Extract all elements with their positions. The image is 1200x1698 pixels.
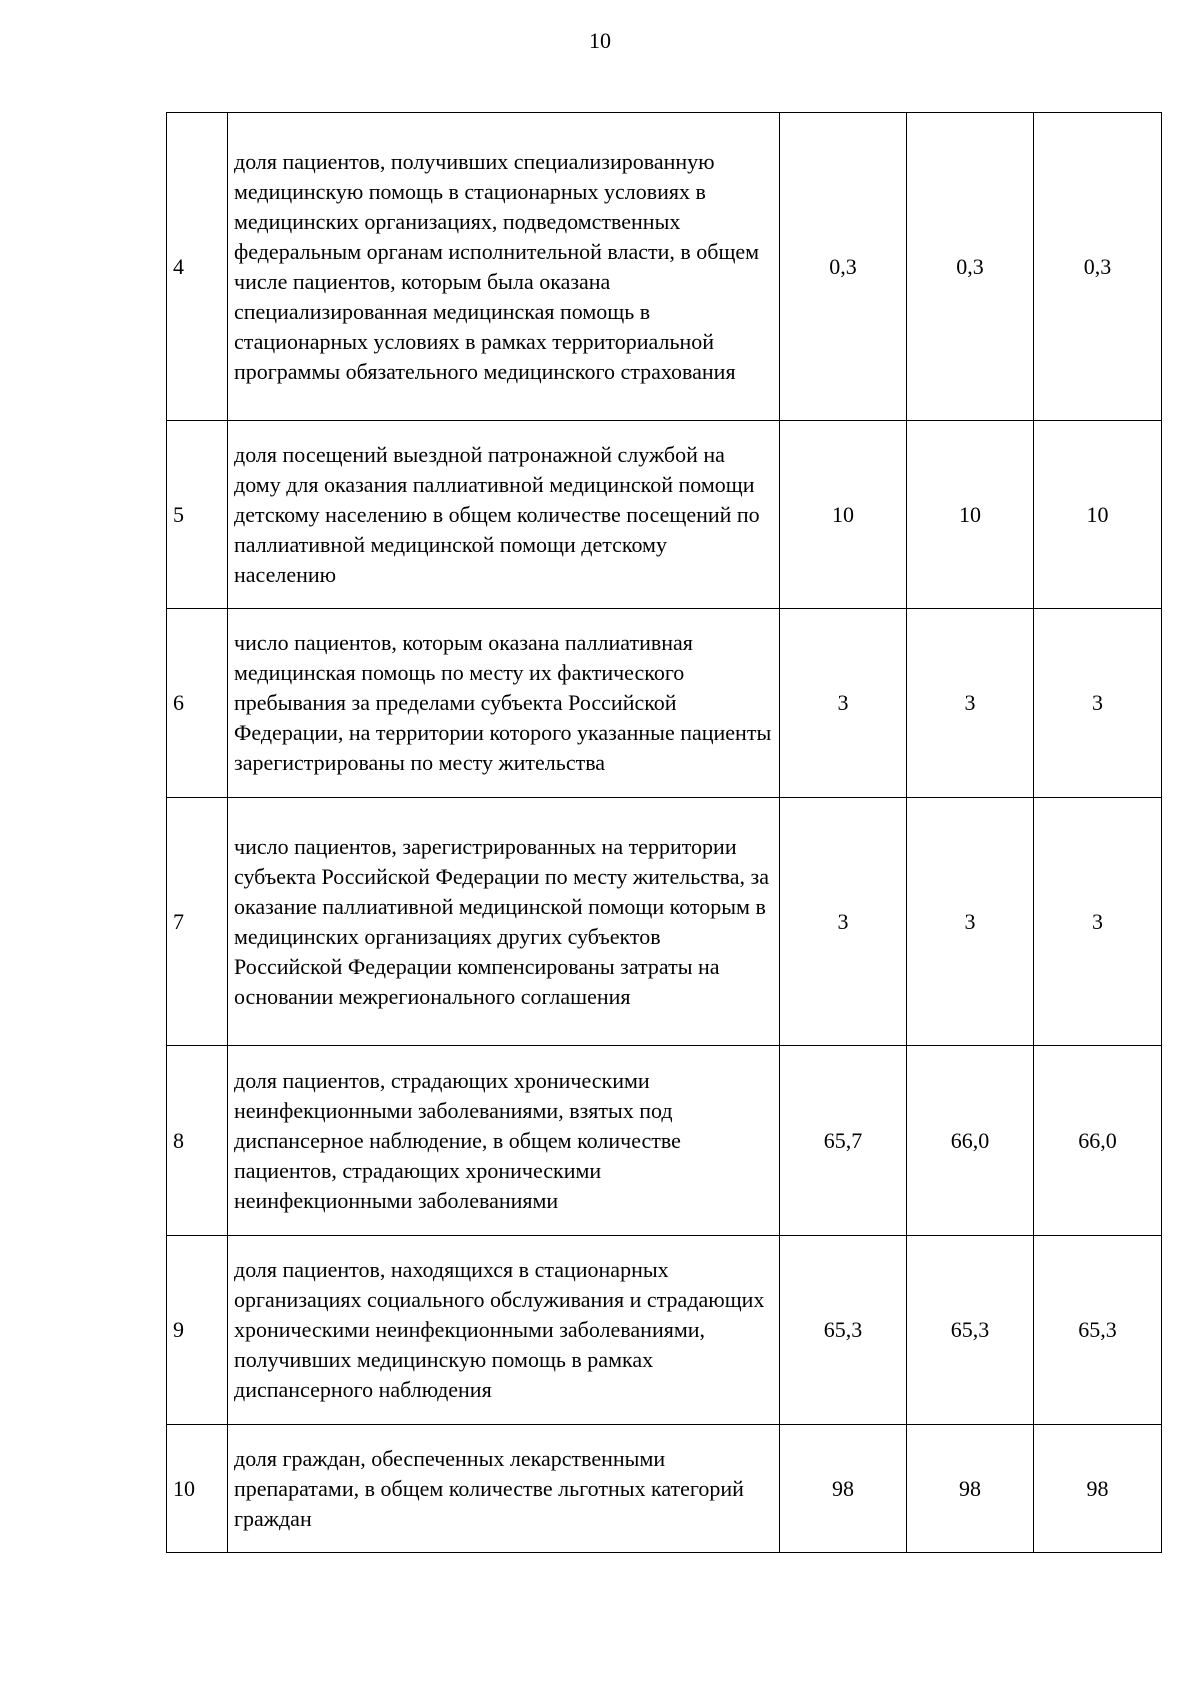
row-number: 10: [167, 1425, 228, 1553]
table-row: [167, 421, 1162, 609]
table-row: [167, 609, 1162, 798]
value-year-1: 65,7: [780, 1046, 907, 1236]
indicator-name: доля посещений выездной патронажной службой на дому для оказания паллиативной медицинской помощи детскому населению в общем количестве посещений по паллиативной медицинской помощи детскому населению: [228, 421, 780, 609]
value-year-3: 3: [1034, 609, 1162, 798]
indicator-name: число пациентов, которым оказана паллиативная медицинская помощь по месту их фактического пребывания за пределами субъекта Российской Федерации, на территории которого указанные пациенты зарегистрированы по месту жительства: [228, 609, 780, 798]
value-year-3: 0,3: [1034, 113, 1162, 421]
table-row: [167, 113, 1162, 421]
value-year-2: 98: [907, 1425, 1034, 1553]
row-number: 6: [167, 609, 228, 798]
value-year-1: 10: [780, 421, 907, 609]
value-year-2: 65,3: [907, 1236, 1034, 1425]
indicator-name: число пациентов, зарегистрированных на территории субъекта Российской Федерации по месту жительства, за оказание паллиативной медицинской помощи которым в медицинских организациях других субъектов Российской Федерации компенсированы затраты на основании межрегионального соглашения: [228, 798, 780, 1046]
row-number: 7: [167, 798, 228, 1046]
row-number: 9: [167, 1236, 228, 1425]
value-year-1: 65,3: [780, 1236, 907, 1425]
value-year-3: 66,0: [1034, 1046, 1162, 1236]
value-year-3: 65,3: [1034, 1236, 1162, 1425]
page-number: 10: [589, 28, 611, 53]
value-year-2: 66,0: [907, 1046, 1034, 1236]
indicators-table: [166, 112, 1162, 1553]
table-row: [167, 1236, 1162, 1425]
value-year-3: 98: [1034, 1425, 1162, 1553]
indicator-name: доля граждан, обеспеченных лекарственными препаратами, в общем количестве льготных категорий граждан: [228, 1425, 780, 1553]
value-year-2: 10: [907, 421, 1034, 609]
value-year-1: 3: [780, 609, 907, 798]
value-year-1: 98: [780, 1425, 907, 1553]
row-number: 4: [167, 113, 228, 421]
value-year-2: 3: [907, 798, 1034, 1046]
value-year-1: 0,3: [780, 113, 907, 421]
value-year-2: 3: [907, 609, 1034, 798]
value-year-3: 3: [1034, 798, 1162, 1046]
value-year-1: 3: [780, 798, 907, 1046]
table-row: [167, 1425, 1162, 1553]
value-year-2: 0,3: [907, 113, 1034, 421]
indicator-name: доля пациентов, страдающих хроническими неинфекционными заболеваниями, взятых под диспансерное наблюдение, в общем количестве пациентов, страдающих хроническими неинфекционными заболеваниями: [228, 1046, 780, 1236]
indicator-name: доля пациентов, находящихся в стационарных организациях социального обслуживания и страдающих хроническими неинфекционными заболеваниями, получивших медицинскую помощь в рамках диспансерного наблюдения: [228, 1236, 780, 1425]
row-number: 8: [167, 1046, 228, 1236]
row-number: 5: [167, 421, 228, 609]
value-year-3: 10: [1034, 421, 1162, 609]
indicator-name: доля пациентов, получивших специализированную медицинскую помощь в стационарных условиях в медицинских организациях, подведомственных федеральным органам исполнительной власти, в общем числе пациентов, которым была оказана специализированная медицинская помощь в стационарных условиях в рамках территориальной программы обязательного медицинского страхования: [228, 113, 780, 421]
table-row: [167, 798, 1162, 1046]
table-row: [167, 1046, 1162, 1236]
